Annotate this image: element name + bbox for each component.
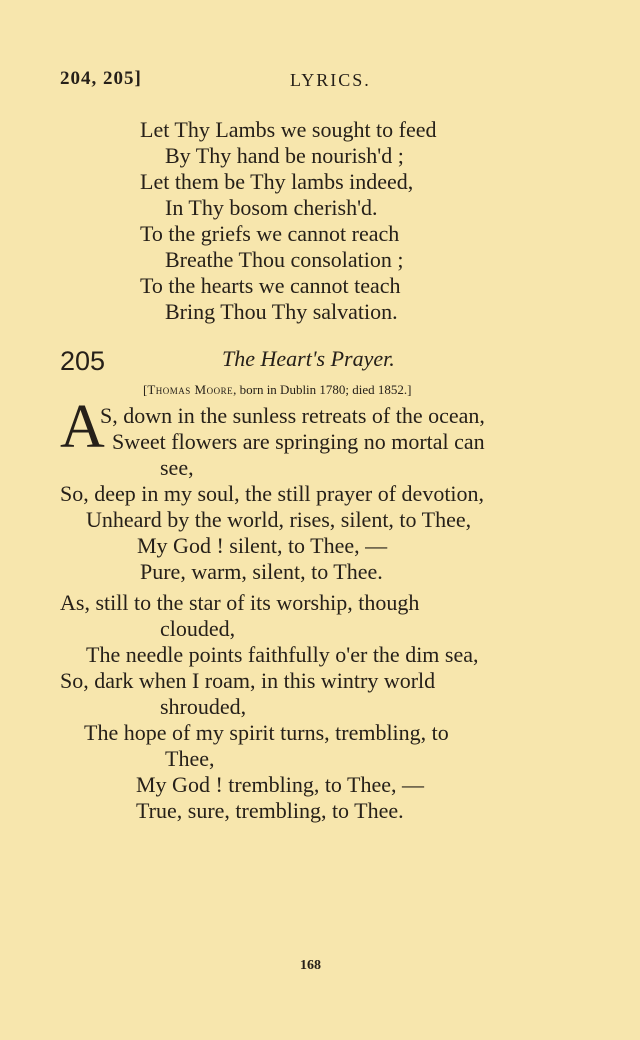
verse-line: Unheard by the world, rises, silent, to Thee,: [86, 507, 472, 532]
verse-line: Bring Thou Thy salvation.: [165, 299, 398, 324]
verse-line-continuation: Thee,: [165, 746, 215, 771]
verse-line: Pure, warm, silent, to Thee.: [140, 559, 383, 584]
hymn-title: The Heart's Prayer.: [222, 346, 395, 371]
verse-line: The hope of my spirit turns, trembling, to: [84, 720, 449, 745]
hymn-attribution: [143, 382, 412, 398]
drop-cap: A: [60, 393, 105, 461]
author-dates: , born in Dublin 1780; died 1852.]: [233, 382, 412, 397]
verse-line: S, down in the sunless retreats of the ocean,: [100, 403, 485, 428]
verse-line: Let Thy Lambs we sought to feed: [140, 117, 437, 142]
verse-line: In Thy bosom cherish'd.: [165, 195, 378, 220]
verse-line: Breathe Thou consolation ;: [165, 247, 404, 272]
verse-line: To the hearts we cannot teach: [140, 273, 401, 298]
verse-line: So, deep in my soul, the still prayer of devotion,: [60, 481, 485, 506]
verse-line: By Thy hand be nourish'd ;: [165, 143, 404, 168]
verse-line: My God ! silent, to Thee, —: [137, 533, 388, 558]
verse-line-continuation: see,: [160, 455, 194, 480]
running-head-hymn-numbers: 204, 205]: [60, 68, 142, 89]
attribution-bracket: [: [143, 382, 148, 397]
verse-line: Sweet flowers are springing no mortal can: [112, 429, 485, 454]
verse-line: To the griefs we cannot reach: [140, 221, 400, 246]
verse-line-continuation: clouded,: [160, 616, 236, 641]
verse-line: True, sure, trembling, to Thee.: [136, 798, 404, 823]
verse-line: Let them be Thy lambs indeed,: [140, 169, 414, 194]
hymn-number: 205: [60, 346, 106, 376]
verse-line: My God ! trembling, to Thee, —: [136, 772, 424, 797]
verse-line: As, still to the star of its worship, though: [60, 590, 420, 615]
author-name: Thomas Moore: [147, 382, 234, 397]
verse-line: So, dark when I roam, in this wintry world: [60, 668, 436, 693]
page-number: 168: [300, 958, 321, 973]
verse-line: The needle points faithfully o'er the dim sea,: [86, 642, 479, 667]
running-head-section: LYRICS.: [290, 70, 371, 90]
verse-line-continuation: shrouded,: [160, 694, 247, 719]
